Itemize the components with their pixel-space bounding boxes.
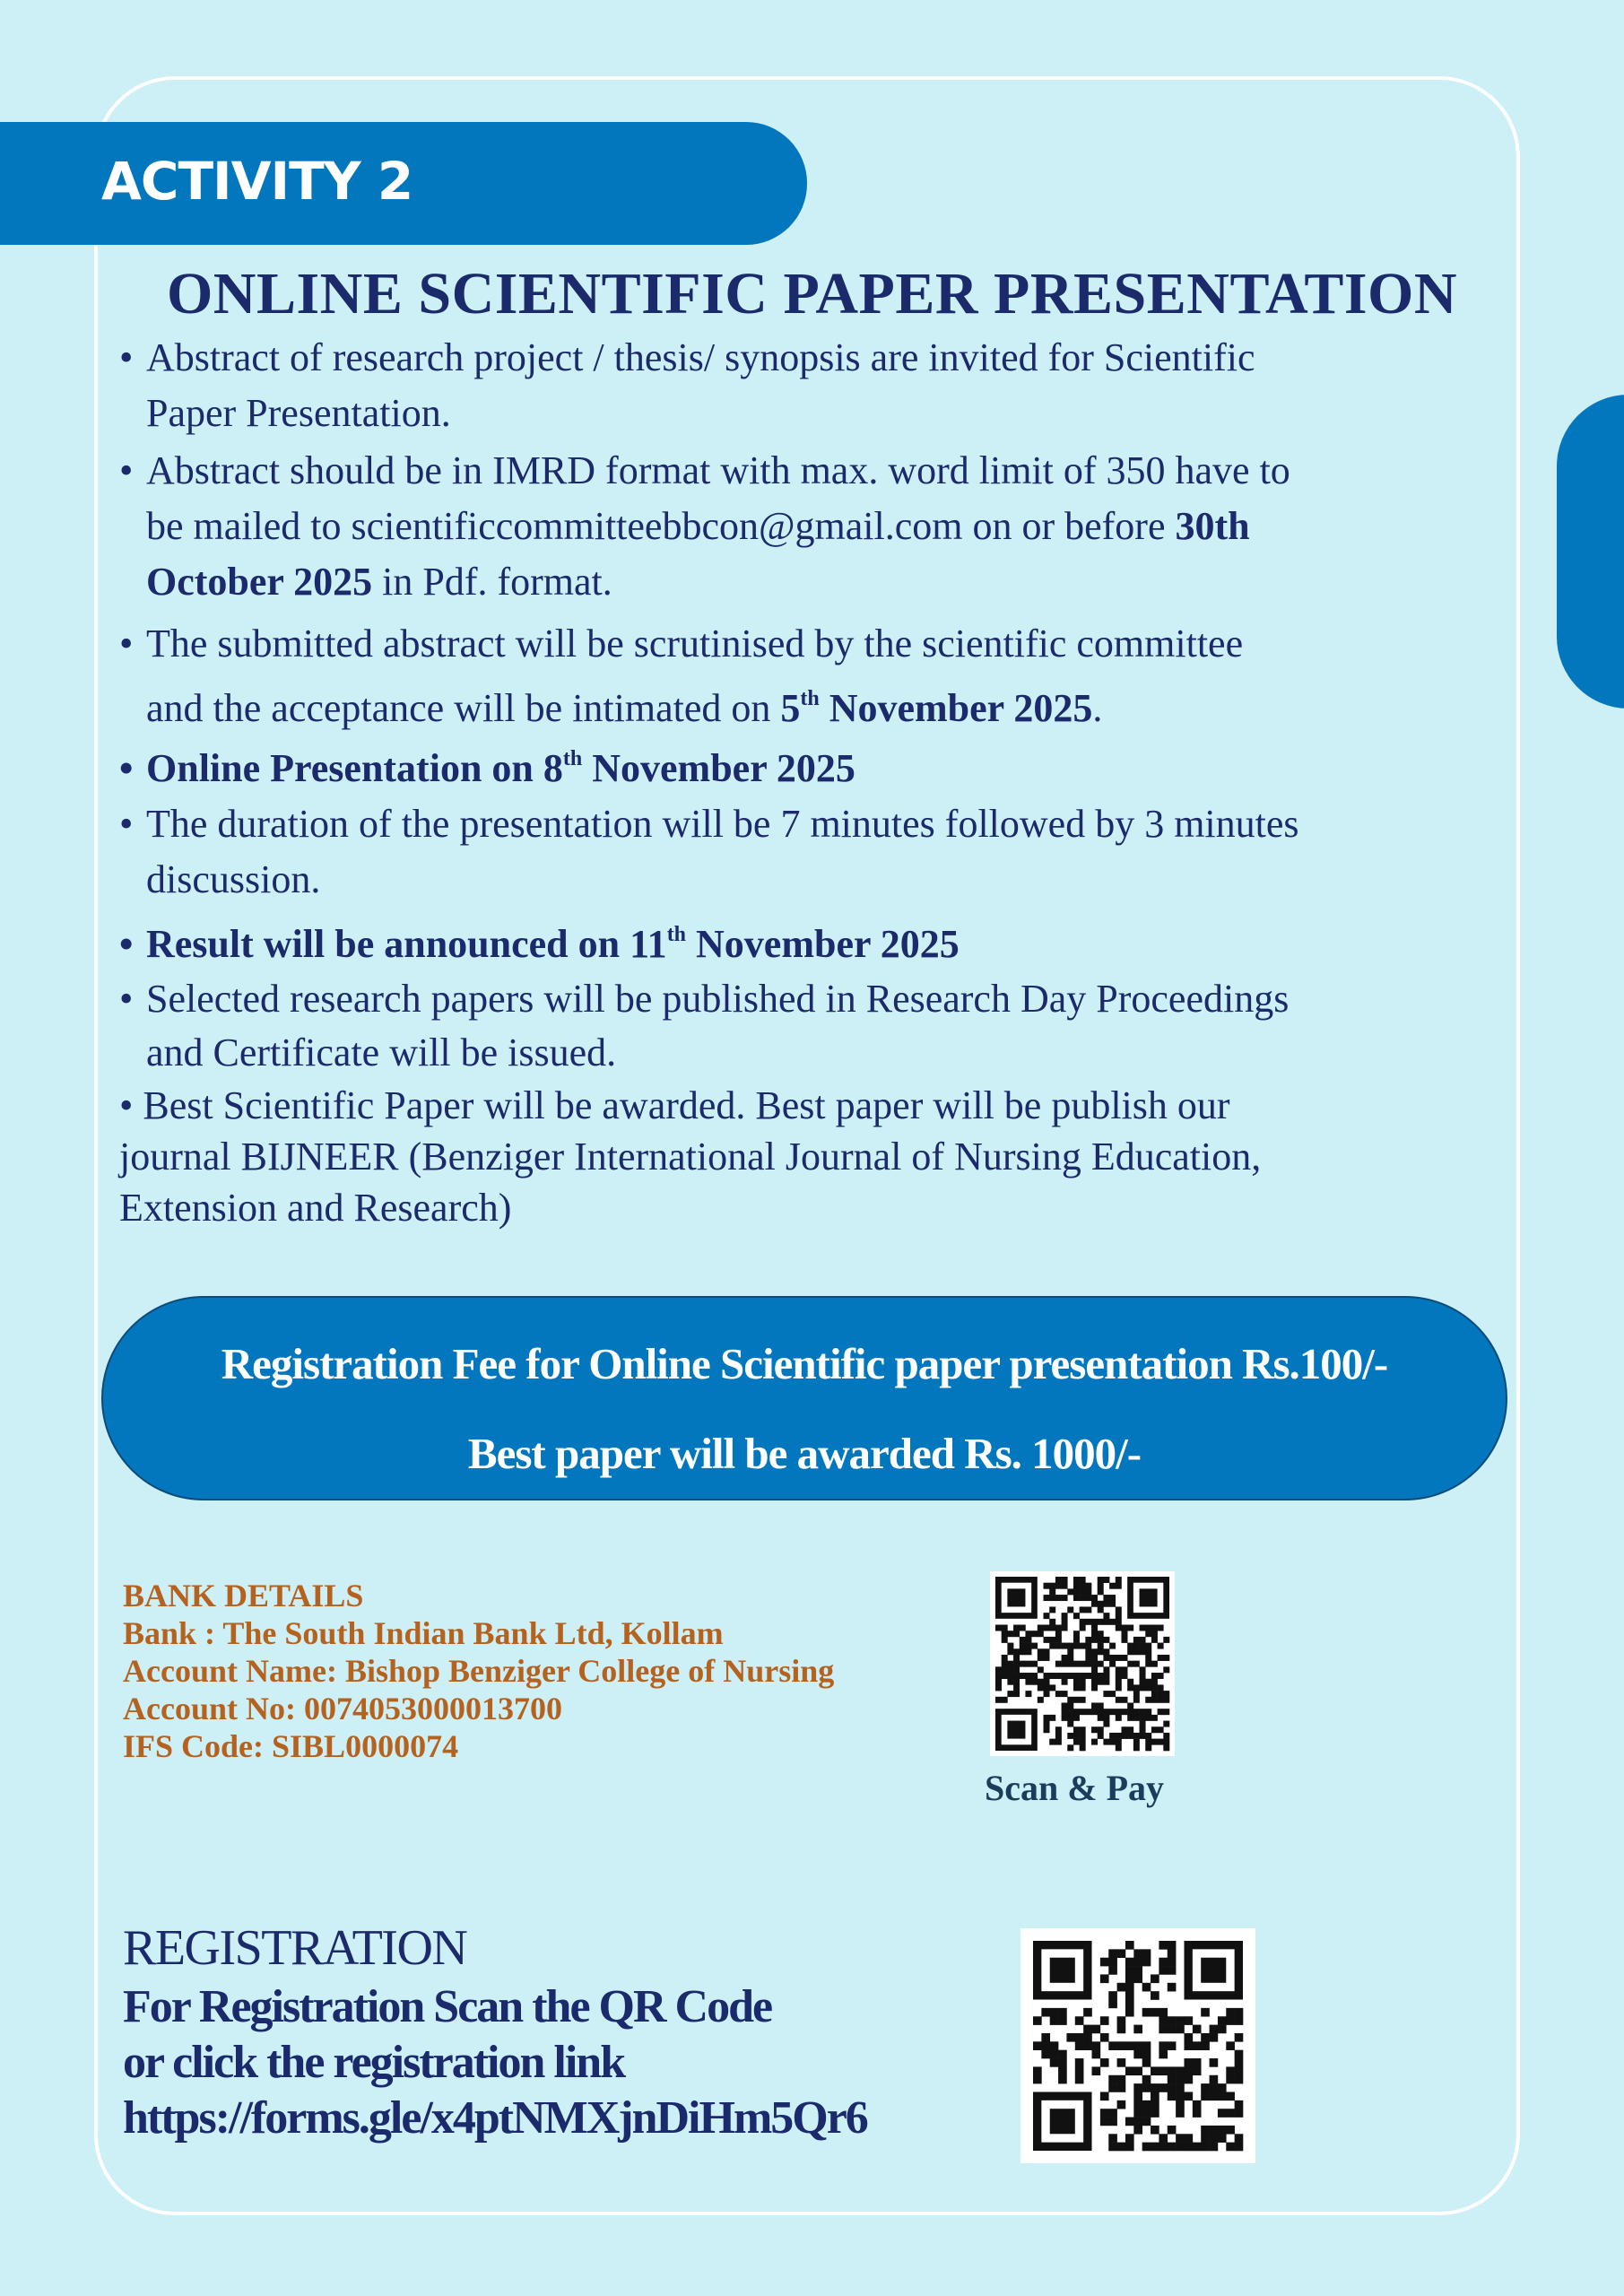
bank-heading: BANK DETAILS bbox=[123, 1578, 364, 1613]
registration-link[interactable]: https://forms.gle/x4ptNMXjnDiHm5Qr6 bbox=[123, 2092, 867, 2144]
bank-name: Bank : The South Indian Bank Ltd, Kollam bbox=[123, 1615, 724, 1651]
fee-line: Registration Fee for Online Scientific paper presentation Rs.100/- bbox=[221, 1339, 1388, 1388]
scan-pay-label: Scan & Pay bbox=[985, 1768, 1164, 1808]
side-tab-decoration bbox=[1557, 395, 1624, 709]
registration-fee-banner bbox=[101, 1296, 1507, 1500]
bullet-abstract-format: • Abstract should be in IMRD format with max. word limit of 350 have to be mailed to scientificcommitteebbcon@gmail.com on or before 30th October 2025 in Pdf. format. bbox=[119, 448, 1290, 604]
bank-details bbox=[123, 1577, 834, 1765]
page-title: ONLINE SCIENTIFIC PAPER PRESENTATION bbox=[166, 261, 1458, 326]
payment-qr-code[interactable] bbox=[990, 1571, 1175, 1756]
bullet-abstract-invited: • Abstract of research project / thesis/ synopsis are invited for Scientific Paper Presentation. bbox=[119, 335, 1255, 435]
activity-label: ACTIVITY 2 bbox=[101, 151, 413, 212]
bullet-publication: • Selected research papers will be published in Research Day Proceedings and Certificate will be issued. bbox=[119, 977, 1290, 1074]
award-line: Best paper will be awarded Rs. 1000/- bbox=[467, 1429, 1142, 1478]
bullet-list bbox=[119, 330, 1505, 1233]
bullet-best-paper: • Best Scientific Paper will be awarded. Best paper will be publish our journal BIJNEER (Benziger International Journal of Nursing Education, Extension and Research) bbox=[119, 1083, 1262, 1230]
registration-title: REGISTRATION bbox=[123, 1920, 467, 1976]
bullet-result: • Result will be announced on 11th November 2025 bbox=[119, 922, 960, 966]
ifs-code: IFS Code: SIBL0000074 bbox=[123, 1728, 459, 1764]
bullet-duration: • The duration of the presentation will be 7 minutes followed by 3 minutes discussion. bbox=[119, 802, 1299, 901]
registration-instruction-2: or click the registration link bbox=[123, 2037, 625, 2088]
registration-qr-code[interactable] bbox=[1020, 1928, 1255, 2163]
bullet-online-presentation: • Online Presentation on 8th November 2025 bbox=[119, 746, 855, 790]
bullet-scrutiny: • The submitted abstract will be scrutinised by the scientific committee and the acceptance will be intimated on 5th November 2025. bbox=[119, 622, 1244, 730]
registration-instruction: For Registration Scan the QR Code bbox=[123, 1981, 772, 2032]
account-name: Account Name: Bishop Benziger College of Nursing bbox=[123, 1653, 835, 1689]
account-number: Account No: 0074053000013700 bbox=[123, 1691, 562, 1726]
